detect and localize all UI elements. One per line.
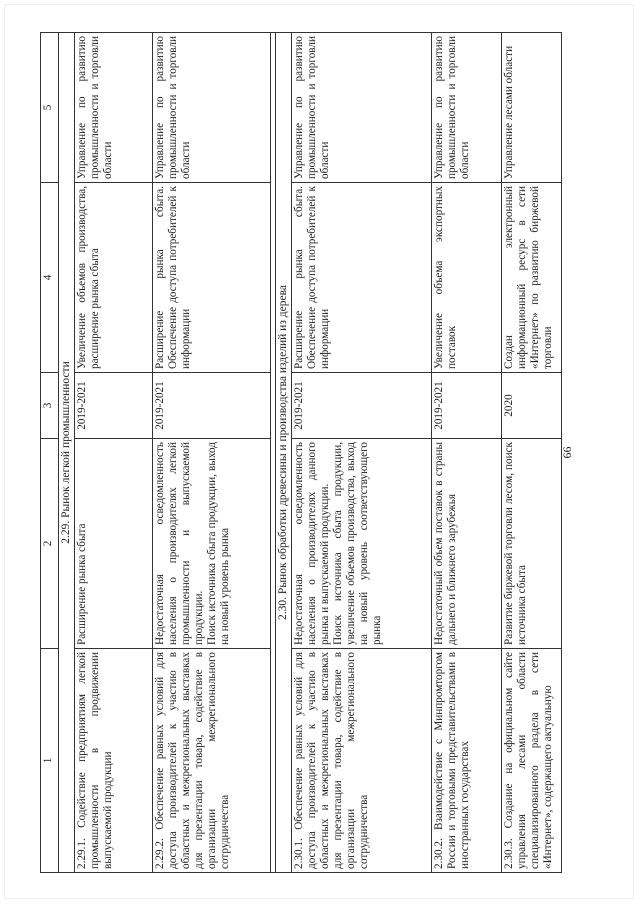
header-row [41, 33, 59, 873]
result-cell: Расширение рынка сбыта. Обеспечение доступа потребителей к информации [153, 183, 271, 373]
section-row [59, 33, 75, 873]
problem-cell: Недостаточная осведомленность населения о производителях данного рынка и выпускаемой продукции. Поиск источника сбыта продукции, увеличение объемов производства, выход на новый уровень соответствующего рынка [292, 439, 432, 649]
problem-cell: Расширение рынка сбыта [75, 439, 153, 649]
period-cell: 2019-2021 [432, 373, 502, 439]
table-row [153, 33, 271, 873]
measure-cell: 2.30.2. Взаимодействие с Минпромторгом России и торговыми представительствами в иностранных государствах [432, 649, 502, 873]
problem-cell: Недостаточный объем поставок в страны дальнего и ближнего зарубежья [432, 439, 502, 649]
section-row [276, 33, 292, 873]
measures-table [40, 32, 562, 873]
column-header: 4 [41, 183, 59, 373]
problem-cell: Развитие биржевой торговли лесом, поиск источника сбыта [502, 439, 562, 649]
column-header: 1 [41, 649, 59, 873]
responsible-cell: Управление по развитию промышленности и торговли области [153, 33, 271, 183]
column-header: 2 [41, 439, 59, 649]
problem-cell: Недостаточная осведомленность населения о производителях легкой промышленности и выпускаемой продукции. Поиск источника сбыта продукции, выход на новый уровень рынка [153, 439, 271, 649]
measure-cell: 2.30.3. Создание на официальном сайте управления лесами области специализированного раздела в сети «Интернет», содержащего актуальную [502, 649, 562, 873]
measure-cell: 2.30.1. Обеспечение равных условий для доступа производителей к участию в областных и межрегиональных выставках для презентации товара, содействие в организации межрегионального сотрудничества [292, 649, 432, 873]
period-cell: 2020 [502, 373, 562, 439]
responsible-cell: Управление по развитию промышленности и торговли области [75, 33, 153, 183]
table-row [75, 33, 153, 873]
result-cell: Увеличение объемов производства, расширение рынка сбыта [75, 183, 153, 373]
responsible-cell: Управление по развитию промышленности и торговли области [432, 33, 502, 183]
section-title: 2.30. Рынок обработки древесины и производства изделий из дерева [276, 33, 292, 873]
column-header: 3 [41, 373, 59, 439]
table-row [432, 33, 502, 873]
responsible-cell: Управление лесами области [502, 33, 562, 183]
section-title: 2.29. Рынок легкой промышленности [59, 33, 75, 873]
column-header: 5 [41, 33, 59, 183]
result-cell: Расширение рынка сбыта. Обеспечение доступа потребителей к информации [292, 183, 432, 373]
page-number: 66 [560, 446, 574, 459]
table-row [502, 33, 562, 873]
result-cell: Увеличение объема экспортных поставок [432, 183, 502, 373]
period-cell: 2019-2021 [75, 373, 153, 439]
result-cell: Создан электронный информационный ресурс в сети «Интернет» по развитию биржевой торговли [502, 183, 562, 373]
measure-cell: 2.29.1. Содействие предприятиям легкой промышленности в продвижении выпускаемой продукции [75, 649, 153, 873]
table-row [292, 33, 432, 873]
period-cell: 2019-2021 [153, 373, 271, 439]
period-cell: 2019-2021 [292, 373, 432, 439]
responsible-cell: Управление по развитию промышленности и торговли области [292, 33, 432, 183]
measure-cell: 2.29.2. Обеспечение равных условий для доступа производителей к участию в областных и межрегиональных выставках для презентации товара, содействие в организации межрегионального сотрудничества [153, 649, 271, 873]
